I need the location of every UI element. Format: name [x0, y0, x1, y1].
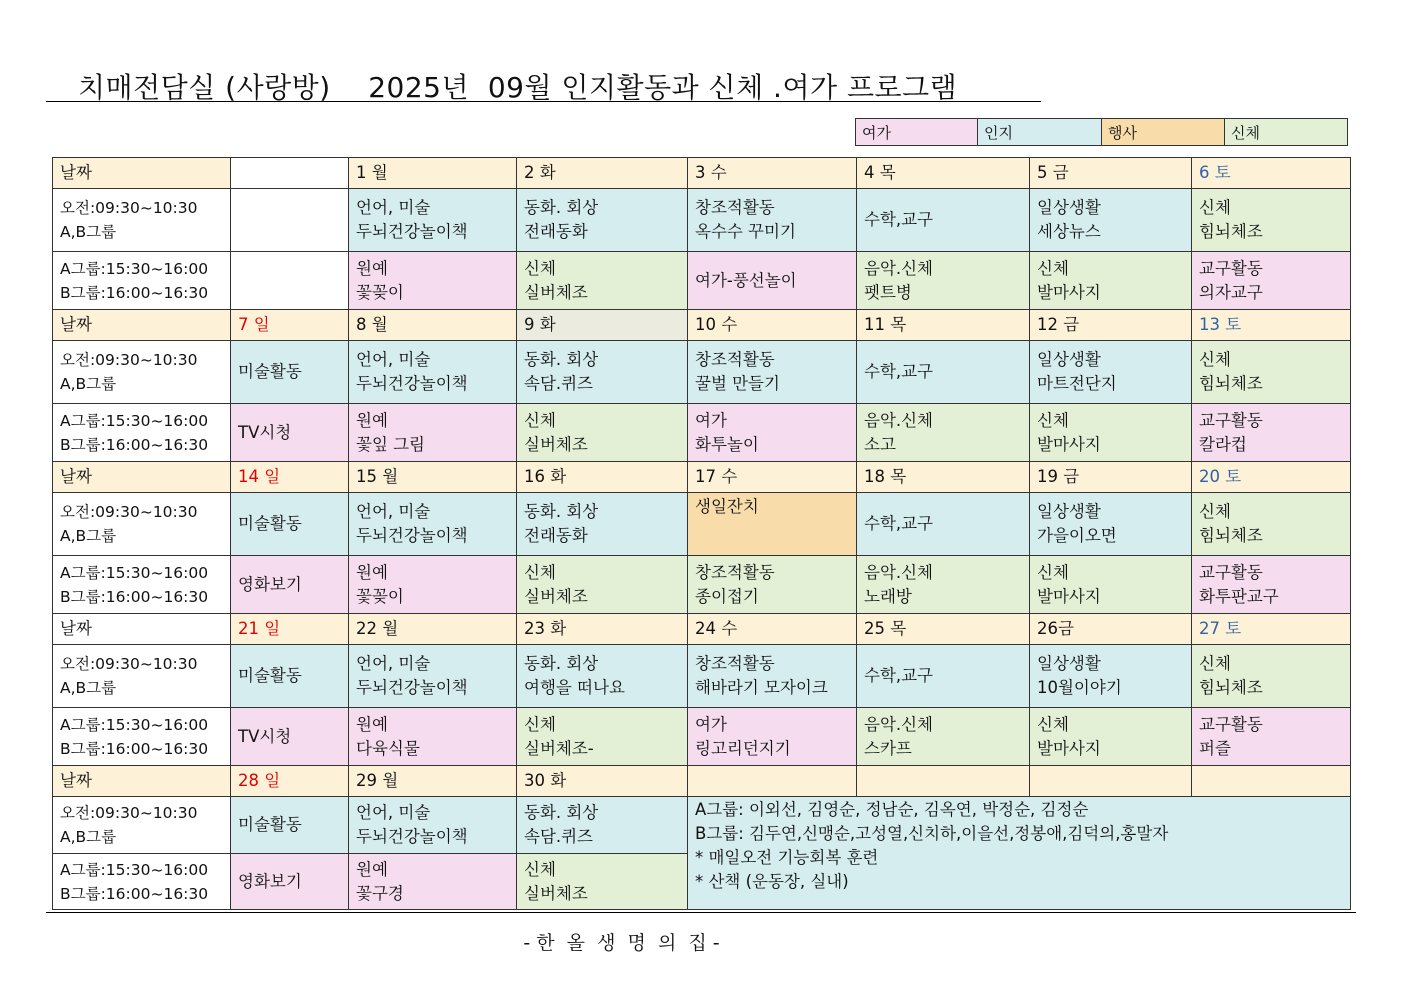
activity-cell: [517, 189, 688, 252]
cell-line-2: 펫트병: [864, 282, 912, 302]
date-label: 날짜: [53, 614, 231, 645]
activity-cell: [517, 341, 688, 404]
activity-cell: [1192, 404, 1351, 462]
activity-cell: [857, 556, 1030, 614]
date-cell: 17 수: [688, 462, 857, 493]
morning-time-label: [53, 189, 231, 252]
date-cell: 23 화: [517, 614, 688, 645]
activity-cell: [231, 797, 349, 854]
cell-line-2: 발마사지: [1037, 282, 1101, 302]
cell-line-2: 노래방: [864, 586, 912, 606]
afternoon-time-label: [53, 556, 231, 614]
cell-line-2: 발마사지: [1037, 586, 1101, 606]
cell-line-2: 꽃잎 그림: [356, 434, 426, 454]
date-cell: 27 토: [1192, 614, 1351, 645]
date-cell: 6 토: [1192, 158, 1351, 189]
cell-line-1: 미술활동: [238, 666, 302, 685]
legend-cognition: 인지: [978, 119, 1102, 146]
cell-line-2: 10월이야기: [1037, 678, 1122, 697]
date-header-row: [53, 614, 1351, 645]
cell-line-2: 발마사지: [1037, 738, 1101, 758]
cell-line-2: 실버체조-: [524, 738, 594, 758]
date-cell: 3 수: [688, 158, 857, 189]
activity-cell: [349, 854, 517, 910]
activity-cell: [1192, 189, 1351, 252]
activity-cell: [231, 556, 349, 614]
cell-line-2: 화투판교구: [1199, 586, 1279, 606]
cell-line-1: 신체: [524, 562, 556, 582]
afternoon-row: [53, 252, 1351, 310]
cell-line-1: 여가-풍선놀이: [695, 270, 797, 290]
activity-cell: [1030, 493, 1192, 556]
cell-line-2: 세상뉴스: [1037, 222, 1101, 241]
date-cell: 16 화: [517, 462, 688, 493]
date-label: 날짜: [53, 462, 231, 493]
cell-line-1: 미술활동: [238, 362, 302, 381]
cell-line-1: 미술활동: [238, 514, 302, 533]
cell-line-1: 언어, 미술: [356, 350, 431, 369]
cell-line-2: 의자교구: [1199, 282, 1263, 302]
date-label: 날짜: [53, 310, 231, 341]
date-cell: 14 일: [231, 462, 349, 493]
activity-cell: [688, 556, 857, 614]
footer-line: [46, 912, 1356, 913]
date-cell: [1030, 766, 1192, 797]
activity-cell: [688, 493, 857, 556]
cell-line-2: A,B그룹: [60, 679, 117, 697]
date-cell: 10 수: [688, 310, 857, 341]
note-line: B그룹: 김두연,신맹순,고성열,신치하,이을선,정봉애,김덕의,홍말자: [695, 824, 1169, 843]
activity-cell: [1030, 556, 1192, 614]
cell-line-1: 교구활동: [1199, 258, 1263, 278]
cell-line-1: 수학,교구: [864, 666, 934, 685]
cell-line-1: 언어, 미술: [356, 502, 431, 521]
cell-line-1: 신체: [524, 258, 556, 278]
date-cell: [1192, 766, 1351, 797]
cell-line-1: 일상생활: [1037, 350, 1101, 369]
activity-cell: [857, 404, 1030, 462]
schedule-table: [52, 157, 1351, 910]
cell-line-1: 음악.신체: [864, 410, 934, 430]
date-cell: 18 목: [857, 462, 1030, 493]
morning-time-label: [53, 645, 231, 708]
activity-cell: [1030, 708, 1192, 766]
activity-cell: [688, 645, 857, 708]
cell-line-1: 오전:09:30~10:30: [60, 655, 198, 673]
date-cell: 1 월: [349, 158, 517, 189]
activity-cell: [1030, 252, 1192, 310]
date-cell: 29 월: [349, 766, 517, 797]
notes-cell: [688, 797, 1351, 910]
cell-line-1: 신체: [524, 859, 556, 879]
cell-line-1: 교구활동: [1199, 562, 1263, 582]
afternoon-time-label: [53, 404, 231, 462]
cell-line-1: 동화. 회상: [524, 502, 599, 521]
cell-line-2: 힘뇌체조: [1199, 222, 1263, 241]
date-cell: 15 월: [349, 462, 517, 493]
afternoon-row: [53, 556, 1351, 614]
cell-line-1: 신체: [1199, 654, 1231, 673]
cell-line-2: B그룹:16:00~16:30: [60, 739, 209, 758]
cell-line-2: A,B그룹: [60, 527, 117, 545]
date-cell: 24 수: [688, 614, 857, 645]
cell-line-2: 실버체조: [524, 282, 588, 302]
date-cell: 22 월: [349, 614, 517, 645]
activity-cell: [231, 252, 349, 310]
activity-cell: [1192, 645, 1351, 708]
cell-line-1: 음악.신체: [864, 562, 934, 582]
cell-line-1: 동화. 회상: [524, 803, 599, 822]
cell-line-1: 원예: [356, 410, 388, 430]
date-cell: 20 토: [1192, 462, 1351, 493]
date-cell: 9 화: [517, 310, 688, 341]
cell-line-2: 힘뇌체조: [1199, 526, 1263, 545]
cell-line-2: 종이접기: [695, 586, 759, 606]
cell-line-1: 언어, 미술: [356, 803, 431, 822]
afternoon-row: [53, 404, 1351, 462]
cell-line-1: 신체: [1199, 350, 1231, 369]
cell-line-1: 수학,교구: [864, 362, 934, 381]
activity-cell: [1192, 493, 1351, 556]
activity-cell: [231, 341, 349, 404]
cell-line-1: 언어, 미술: [356, 654, 431, 673]
activity-cell: [517, 252, 688, 310]
cell-line-2: B그룹:16:00~16:30: [60, 587, 209, 606]
cell-line-2: 힘뇌체조: [1199, 678, 1263, 697]
cell-line-1: 수학,교구: [864, 514, 934, 533]
cell-line-2: 꽃구경: [356, 883, 404, 903]
morning-row: [53, 341, 1351, 404]
date-cell: 2 화: [517, 158, 688, 189]
activity-cell: [517, 708, 688, 766]
activity-cell: [517, 493, 688, 556]
cell-line-1: 오전:09:30~10:30: [60, 804, 198, 822]
activity-cell: [857, 252, 1030, 310]
date-cell: [688, 766, 857, 797]
cell-line-1: 동화. 회상: [524, 198, 599, 217]
date-header-row: [53, 158, 1351, 189]
cell-line-2: 링고리던지기: [695, 738, 791, 758]
cell-line-1: 신체: [1037, 562, 1069, 582]
cell-line-1: 신체: [1037, 410, 1069, 430]
activity-cell: [688, 252, 857, 310]
cell-line-1: 여가: [695, 410, 727, 430]
morning-row: [53, 645, 1351, 708]
activity-cell: [349, 645, 517, 708]
activity-cell: [1030, 404, 1192, 462]
cell-line-2: 꿀벌 만들기: [695, 374, 780, 393]
afternoon-time-label: [53, 252, 231, 310]
cell-line-2: 칼라컵: [1199, 434, 1247, 454]
cell-line-1: 신체: [1037, 258, 1069, 278]
cell-line-1: 음악.신체: [864, 258, 934, 278]
cell-line-1: 창조적활동: [695, 654, 775, 673]
activity-cell: [517, 854, 688, 910]
activity-cell: [1030, 189, 1192, 252]
cell-line-1: 원예: [356, 562, 388, 582]
cell-line-1: 오전:09:30~10:30: [60, 351, 198, 369]
activity-cell: [517, 556, 688, 614]
cell-line-2: 전래동화: [524, 526, 588, 545]
date-cell: [231, 158, 349, 189]
cell-line-2: 여행을 떠나요: [524, 678, 625, 697]
activity-cell: [1030, 341, 1192, 404]
note-line: A그룹: 이외선, 김영순, 정남순, 김옥연, 박정순, 김정순: [695, 800, 1089, 819]
cell-line-2: 소고: [864, 434, 896, 454]
cell-line-1: 신체: [524, 410, 556, 430]
morning-time-label: [53, 493, 231, 556]
cell-line-1: 영화보기: [238, 574, 302, 594]
cell-line-2: 발마사지: [1037, 434, 1101, 454]
activity-cell: [1192, 252, 1351, 310]
cell-line-2: 실버체조: [524, 883, 588, 903]
activity-cell: [517, 404, 688, 462]
page-title: 치매전담실 (사랑방) 2025년 09월 인지활동과 신체 .여가 프로그램: [78, 71, 958, 104]
cell-line-1: 창조적활동: [695, 350, 775, 369]
cell-line-2: 실버체조: [524, 586, 588, 606]
activity-cell: [349, 252, 517, 310]
cell-line-1: 수학,교구: [864, 210, 934, 229]
cell-line-1: 미술활동: [238, 815, 302, 834]
cell-line-1: 원예: [356, 714, 388, 734]
cell-line-1: 교구활동: [1199, 410, 1263, 430]
cell-line-1: 원예: [356, 258, 388, 278]
activity-cell: [231, 493, 349, 556]
cell-line-1: A그룹:15:30~16:00: [60, 259, 209, 278]
morning-row: [53, 797, 1351, 854]
date-cell: 7 일: [231, 310, 349, 341]
cell-line-1: 원예: [356, 859, 388, 879]
activity-cell: [688, 708, 857, 766]
cell-line-1: 일상생활: [1037, 198, 1101, 217]
activity-cell: [231, 645, 349, 708]
activity-cell: [349, 708, 517, 766]
legend-event: 행사: [1102, 119, 1225, 146]
activity-cell: [517, 645, 688, 708]
date-cell: 28 일: [231, 766, 349, 797]
cell-line-1: A그룹:15:30~16:00: [60, 411, 209, 430]
cell-line-2: A,B그룹: [60, 828, 117, 846]
cell-line-1: 오전:09:30~10:30: [60, 199, 198, 217]
cell-line-1: A그룹:15:30~16:00: [60, 715, 209, 734]
date-cell: 21 일: [231, 614, 349, 645]
activity-cell: [688, 404, 857, 462]
cell-line-1: 동화. 회상: [524, 350, 599, 369]
legend-physical: 신체: [1225, 119, 1348, 146]
date-cell: 25 목: [857, 614, 1030, 645]
cell-line-1: 영화보기: [238, 871, 302, 891]
note-line: * 매일오전 기능회복 훈련: [695, 848, 879, 867]
activity-cell: [1192, 556, 1351, 614]
activity-cell: [857, 708, 1030, 766]
cell-line-1: 일상생활: [1037, 654, 1101, 673]
cell-line-1: 생일잔치: [695, 497, 759, 516]
cell-line-2: 마트전단지: [1037, 374, 1117, 393]
cell-line-2: 실버체조: [524, 434, 588, 454]
cell-line-2: 해바라기 모자이크: [695, 678, 828, 697]
date-cell: 4 목: [857, 158, 1030, 189]
date-cell: 30 화: [517, 766, 688, 797]
cell-line-2: 가을이오면: [1037, 526, 1117, 545]
date-header-row: [53, 462, 1351, 493]
activity-cell: [517, 797, 688, 854]
afternoon-time-label: [53, 854, 231, 910]
legend-leisure: 여가: [856, 119, 978, 146]
title-underline: [46, 101, 1041, 102]
date-header-row: [53, 310, 1351, 341]
cell-line-2: 힘뇌체조: [1199, 374, 1263, 393]
cell-line-1: 신체: [1037, 714, 1069, 734]
cell-line-1: 언어, 미술: [356, 198, 431, 217]
activity-cell: [349, 404, 517, 462]
cell-line-2: 전래동화: [524, 222, 588, 241]
activity-cell: [857, 341, 1030, 404]
cell-line-2: 두뇌건강놀이책: [356, 374, 468, 393]
cell-line-2: 꽃꽂이: [356, 282, 404, 302]
cell-line-1: 일상생활: [1037, 502, 1101, 521]
activity-cell: [688, 189, 857, 252]
cell-line-2: 두뇌건강놀이책: [356, 526, 468, 545]
activity-cell: [349, 493, 517, 556]
cell-line-2: 두뇌건강놀이책: [356, 678, 468, 697]
cell-line-1: 여가: [695, 714, 727, 734]
cell-line-1: 동화. 회상: [524, 654, 599, 673]
date-cell: [857, 766, 1030, 797]
activity-cell: [857, 189, 1030, 252]
cell-line-1: TV시청: [238, 422, 292, 442]
cell-line-1: 오전:09:30~10:30: [60, 503, 198, 521]
cell-line-2: 속담.퀴즈: [524, 374, 594, 393]
activity-cell: [1192, 708, 1351, 766]
activity-cell: [857, 493, 1030, 556]
cell-line-2: B그룹:16:00~16:30: [60, 884, 209, 903]
cell-line-2: 옥수수 꾸미기: [695, 222, 796, 241]
cell-line-1: A그룹:15:30~16:00: [60, 563, 209, 582]
activity-cell: [349, 556, 517, 614]
cell-line-2: 두뇌건강놀이책: [356, 827, 468, 846]
date-cell: 13 토: [1192, 310, 1351, 341]
activity-cell: [349, 797, 517, 854]
afternoon-time-label: [53, 708, 231, 766]
cell-line-2: 다육식물: [356, 738, 420, 758]
cell-line-1: 창조적활동: [695, 562, 775, 582]
cell-line-2: 화투놀이: [695, 434, 759, 454]
cell-line-2: A,B그룹: [60, 223, 117, 241]
cell-line-2: 두뇌건강놀이책: [356, 222, 468, 241]
note-line: * 산책 (운동장, 실내): [695, 872, 849, 891]
morning-time-label: [53, 797, 231, 854]
date-cell: 26금: [1030, 614, 1192, 645]
activity-cell: [349, 189, 517, 252]
date-cell: 19 금: [1030, 462, 1192, 493]
cell-line-1: 신체: [524, 714, 556, 734]
cell-line-1: 교구활동: [1199, 714, 1263, 734]
cell-line-2: 퍼즐: [1199, 738, 1231, 758]
cell-line-2: 속담.퀴즈: [524, 827, 594, 846]
cell-line-1: 음악.신체: [864, 714, 934, 734]
morning-row: [53, 189, 1351, 252]
cell-line-2: B그룹:16:00~16:30: [60, 283, 209, 302]
morning-row: [53, 493, 1351, 556]
cell-line-2: B그룹:16:00~16:30: [60, 435, 209, 454]
cell-line-2: 스카프: [864, 738, 912, 758]
activity-cell: [1192, 341, 1351, 404]
date-header-row: [53, 766, 1351, 797]
activity-cell: [231, 708, 349, 766]
activity-cell: [349, 341, 517, 404]
footer-text: - 한 올 생 명 의 집 -: [523, 932, 720, 954]
activity-cell: [688, 341, 857, 404]
activity-cell: [231, 404, 349, 462]
color-legend: [855, 118, 1348, 146]
date-label: 날짜: [53, 766, 231, 797]
cell-line-1: A그룹:15:30~16:00: [60, 860, 209, 879]
afternoon-row: [53, 708, 1351, 766]
cell-line-1: 신체: [1199, 502, 1231, 521]
cell-line-2: A,B그룹: [60, 375, 117, 393]
date-cell: 12 금: [1030, 310, 1192, 341]
cell-line-2: 꽃꽂이: [356, 586, 404, 606]
date-cell: 8 월: [349, 310, 517, 341]
date-cell: 5 금: [1030, 158, 1192, 189]
activity-cell: [857, 645, 1030, 708]
activity-cell: [1030, 645, 1192, 708]
activity-cell: [231, 854, 349, 910]
cell-line-1: 신체: [1199, 198, 1231, 217]
morning-time-label: [53, 341, 231, 404]
cell-line-1: TV시청: [238, 726, 292, 746]
date-cell: 11 목: [857, 310, 1030, 341]
date-label: 날짜: [53, 158, 231, 189]
activity-cell: [231, 189, 349, 252]
cell-line-1: 창조적활동: [695, 198, 775, 217]
